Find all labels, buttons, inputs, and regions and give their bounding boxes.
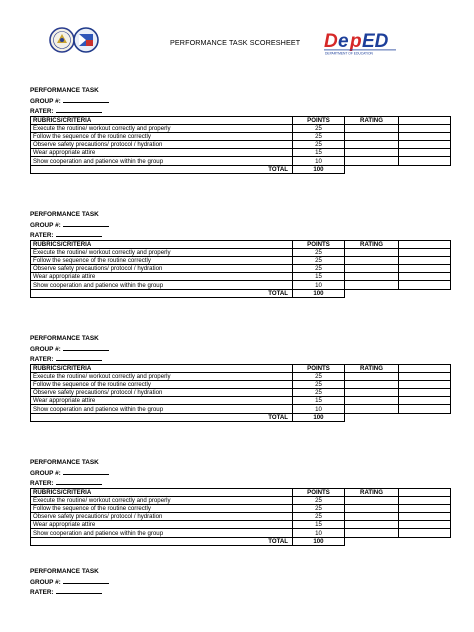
criteria-cell: Execute the routine/ workout correctly and properly	[31, 125, 293, 133]
criteria-cell: Execute the routine/ workout correctly and properly	[31, 249, 293, 257]
group-blank-line[interactable]	[63, 468, 109, 475]
extra-cell	[399, 529, 451, 537]
scoresheet-block-1	[30, 87, 450, 191]
header-points: POINTS	[293, 489, 345, 497]
total-value: 100	[293, 289, 345, 297]
extra-cell	[399, 513, 451, 521]
total-blank	[345, 165, 399, 173]
extra-cell	[399, 257, 451, 265]
points-cell: 25	[293, 513, 345, 521]
points-cell: 25	[293, 265, 345, 273]
deped-logo	[322, 30, 440, 56]
criteria-cell: Observe safety precautions/ protocol / hydration	[31, 141, 293, 149]
rubric-table	[30, 116, 451, 174]
extra-cell	[399, 141, 451, 149]
scoresheet-block-4	[30, 459, 450, 563]
extra-cell	[399, 265, 451, 273]
criteria-cell: Follow the sequence of the routine correctly	[31, 381, 293, 389]
table-row	[31, 141, 451, 149]
table-header-row	[31, 489, 451, 497]
task-label: PERFORMANCE TASK	[30, 568, 99, 575]
table-row	[31, 157, 451, 165]
deped-seal-logo	[48, 25, 100, 55]
extra-cell	[399, 405, 451, 413]
group-label: GROUP #:	[30, 97, 61, 105]
rating-cell[interactable]	[345, 249, 399, 257]
points-cell: 15	[293, 149, 345, 157]
group-field	[30, 96, 450, 107]
criteria-cell: Execute the routine/ workout correctly and properly	[31, 373, 293, 381]
svg-text:p: p	[350, 31, 362, 52]
rating-cell[interactable]	[345, 273, 399, 281]
criteria-cell: Show cooperation and patience within the group	[31, 405, 293, 413]
extra-cell	[399, 521, 451, 529]
criteria-cell: Wear appropriate attire	[31, 521, 293, 529]
rating-cell[interactable]	[345, 529, 399, 537]
rater-label: RATER:	[30, 232, 54, 240]
header-points: POINTS	[293, 117, 345, 125]
points-cell: 25	[293, 505, 345, 513]
total-label: TOTAL	[31, 413, 293, 421]
points-cell: 25	[293, 257, 345, 265]
points-cell: 10	[293, 405, 345, 413]
table-header-row	[31, 117, 451, 125]
table-row	[31, 249, 451, 257]
rating-cell[interactable]	[345, 281, 399, 289]
group-field	[30, 344, 450, 355]
rater-blank-line[interactable]	[56, 587, 102, 594]
scoresheet-block-3	[30, 335, 450, 439]
svg-text:DEPARTMENT OF EDUCATION: DEPARTMENT OF EDUCATION	[325, 51, 373, 56]
header-empty-cell	[399, 241, 451, 249]
table-row	[31, 389, 451, 397]
table-row	[31, 521, 451, 529]
group-blank-line[interactable]	[63, 220, 109, 227]
extra-cell	[399, 157, 451, 165]
total-row	[31, 537, 451, 545]
points-cell: 25	[293, 133, 345, 141]
group-field	[30, 220, 450, 231]
extra-cell	[399, 497, 451, 505]
total-blank	[345, 413, 399, 421]
rating-cell[interactable]	[345, 373, 399, 381]
table-row	[31, 265, 451, 273]
rater-blank-line[interactable]	[56, 106, 102, 113]
points-cell: 25	[293, 125, 345, 133]
points-cell: 25	[293, 497, 345, 505]
group-blank-line[interactable]	[63, 344, 109, 351]
table-row	[31, 529, 451, 537]
group-label: GROUP #:	[30, 345, 61, 353]
extra-cell	[399, 389, 451, 397]
scoresheet-block-2	[30, 211, 450, 315]
points-cell: 25	[293, 381, 345, 389]
points-cell: 25	[293, 373, 345, 381]
header-empty-cell	[399, 489, 451, 497]
rating-cell[interactable]	[345, 257, 399, 265]
points-cell: 15	[293, 397, 345, 405]
total-blank	[399, 413, 451, 421]
criteria-cell: Wear appropriate attire	[31, 273, 293, 281]
criteria-cell: Execute the routine/ workout correctly and properly	[31, 497, 293, 505]
svg-text:D: D	[324, 31, 338, 52]
rating-cell[interactable]	[345, 389, 399, 397]
total-row	[31, 289, 451, 297]
extra-cell	[399, 149, 451, 157]
header-rating: RATING	[345, 489, 399, 497]
points-cell: 25	[293, 389, 345, 397]
rating-cell[interactable]	[345, 521, 399, 529]
rater-blank-line[interactable]	[56, 354, 102, 361]
criteria-cell: Follow the sequence of the routine correctly	[31, 133, 293, 141]
criteria-cell: Show cooperation and patience within the group	[31, 529, 293, 537]
table-row	[31, 397, 451, 405]
points-cell: 10	[293, 281, 345, 289]
extra-cell	[399, 125, 451, 133]
svg-text:ED: ED	[362, 31, 389, 52]
header-rating: RATING	[345, 241, 399, 249]
header-criteria: RUBRICS/CRITERIA	[31, 117, 293, 125]
task-label: PERFORMANCE TASK	[30, 335, 99, 342]
table-header-row	[31, 365, 451, 373]
total-row	[31, 165, 451, 173]
total-blank	[399, 537, 451, 545]
criteria-cell: Follow the sequence of the routine correctly	[31, 257, 293, 265]
criteria-cell: Show cooperation and patience within the group	[31, 281, 293, 289]
criteria-cell: Wear appropriate attire	[31, 397, 293, 405]
extra-cell	[399, 397, 451, 405]
criteria-cell: Observe safety precautions/ protocol / hydration	[31, 265, 293, 273]
criteria-cell: Show cooperation and patience within the group	[31, 157, 293, 165]
rating-cell[interactable]	[345, 265, 399, 273]
svg-text:e: e	[338, 31, 349, 52]
scoresheet-title: PERFORMANCE TASK SCORESHEET	[170, 38, 301, 47]
rater-label: RATER:	[30, 480, 54, 488]
total-blank	[345, 289, 399, 297]
extra-cell	[399, 381, 451, 389]
header-criteria: RUBRICS/CRITERIA	[31, 241, 293, 249]
rater-label: RATER:	[30, 589, 54, 597]
total-blank	[345, 537, 399, 545]
table-row	[31, 405, 451, 413]
rating-cell[interactable]	[345, 405, 399, 413]
points-cell: 15	[293, 521, 345, 529]
header-criteria: RUBRICS/CRITERIA	[31, 365, 293, 373]
criteria-cell: Observe safety precautions/ protocol / hydration	[31, 389, 293, 397]
table-row	[31, 149, 451, 157]
criteria-cell: Follow the sequence of the routine correctly	[31, 505, 293, 513]
table-header-row	[31, 241, 451, 249]
task-label: PERFORMANCE TASK	[30, 459, 99, 466]
rating-cell[interactable]	[345, 397, 399, 405]
header-points: POINTS	[293, 241, 345, 249]
total-label: TOTAL	[31, 289, 293, 297]
scoresheet-block-5	[30, 568, 450, 608]
criteria-cell: Observe safety precautions/ protocol / hydration	[31, 513, 293, 521]
rating-cell[interactable]	[345, 505, 399, 513]
rater-field	[30, 587, 450, 598]
total-value: 100	[293, 413, 345, 421]
points-cell: 15	[293, 273, 345, 281]
extra-cell	[399, 373, 451, 381]
header-points: POINTS	[293, 365, 345, 373]
rating-cell[interactable]	[345, 141, 399, 149]
group-label: GROUP #:	[30, 221, 61, 229]
header-empty-cell	[399, 117, 451, 125]
rater-blank-line[interactable]	[56, 230, 102, 237]
rubric-table	[30, 240, 451, 298]
table-row	[31, 381, 451, 389]
points-cell: 10	[293, 157, 345, 165]
total-blank	[399, 165, 451, 173]
total-blank	[399, 289, 451, 297]
group-field	[30, 468, 450, 479]
criteria-cell: Wear appropriate attire	[31, 149, 293, 157]
rating-cell[interactable]	[345, 133, 399, 141]
table-row	[31, 497, 451, 505]
task-label: PERFORMANCE TASK	[30, 211, 99, 218]
rubric-table	[30, 364, 451, 422]
header-rating: RATING	[345, 117, 399, 125]
header-rating: RATING	[345, 365, 399, 373]
group-label: GROUP #:	[30, 578, 61, 586]
group-field	[30, 577, 450, 588]
table-row	[31, 373, 451, 381]
table-row	[31, 513, 451, 521]
total-row	[31, 413, 451, 421]
group-blank-line[interactable]	[63, 577, 109, 584]
total-value: 100	[293, 165, 345, 173]
extra-cell	[399, 273, 451, 281]
rating-cell[interactable]	[345, 497, 399, 505]
table-row	[31, 273, 451, 281]
total-label: TOTAL	[31, 165, 293, 173]
extra-cell	[399, 505, 451, 513]
group-blank-line[interactable]	[63, 96, 109, 103]
task-label: PERFORMANCE TASK	[30, 87, 99, 94]
table-row	[31, 505, 451, 513]
table-row	[31, 133, 451, 141]
rating-cell[interactable]	[345, 125, 399, 133]
extra-cell	[399, 281, 451, 289]
group-label: GROUP #:	[30, 469, 61, 477]
total-label: TOTAL	[31, 537, 293, 545]
rubric-table	[30, 488, 451, 546]
rater-label: RATER:	[30, 108, 54, 116]
header-criteria: RUBRICS/CRITERIA	[31, 489, 293, 497]
table-row	[31, 125, 451, 133]
rating-cell[interactable]	[345, 513, 399, 521]
extra-cell	[399, 133, 451, 141]
rating-cell[interactable]	[345, 157, 399, 165]
points-cell: 25	[293, 249, 345, 257]
points-cell: 25	[293, 141, 345, 149]
points-cell: 10	[293, 529, 345, 537]
rating-cell[interactable]	[345, 149, 399, 157]
table-row	[31, 281, 451, 289]
rater-blank-line[interactable]	[56, 478, 102, 485]
header-empty-cell	[399, 365, 451, 373]
rater-label: RATER:	[30, 356, 54, 364]
extra-cell	[399, 249, 451, 257]
table-row	[31, 257, 451, 265]
total-value: 100	[293, 537, 345, 545]
rating-cell[interactable]	[345, 381, 399, 389]
